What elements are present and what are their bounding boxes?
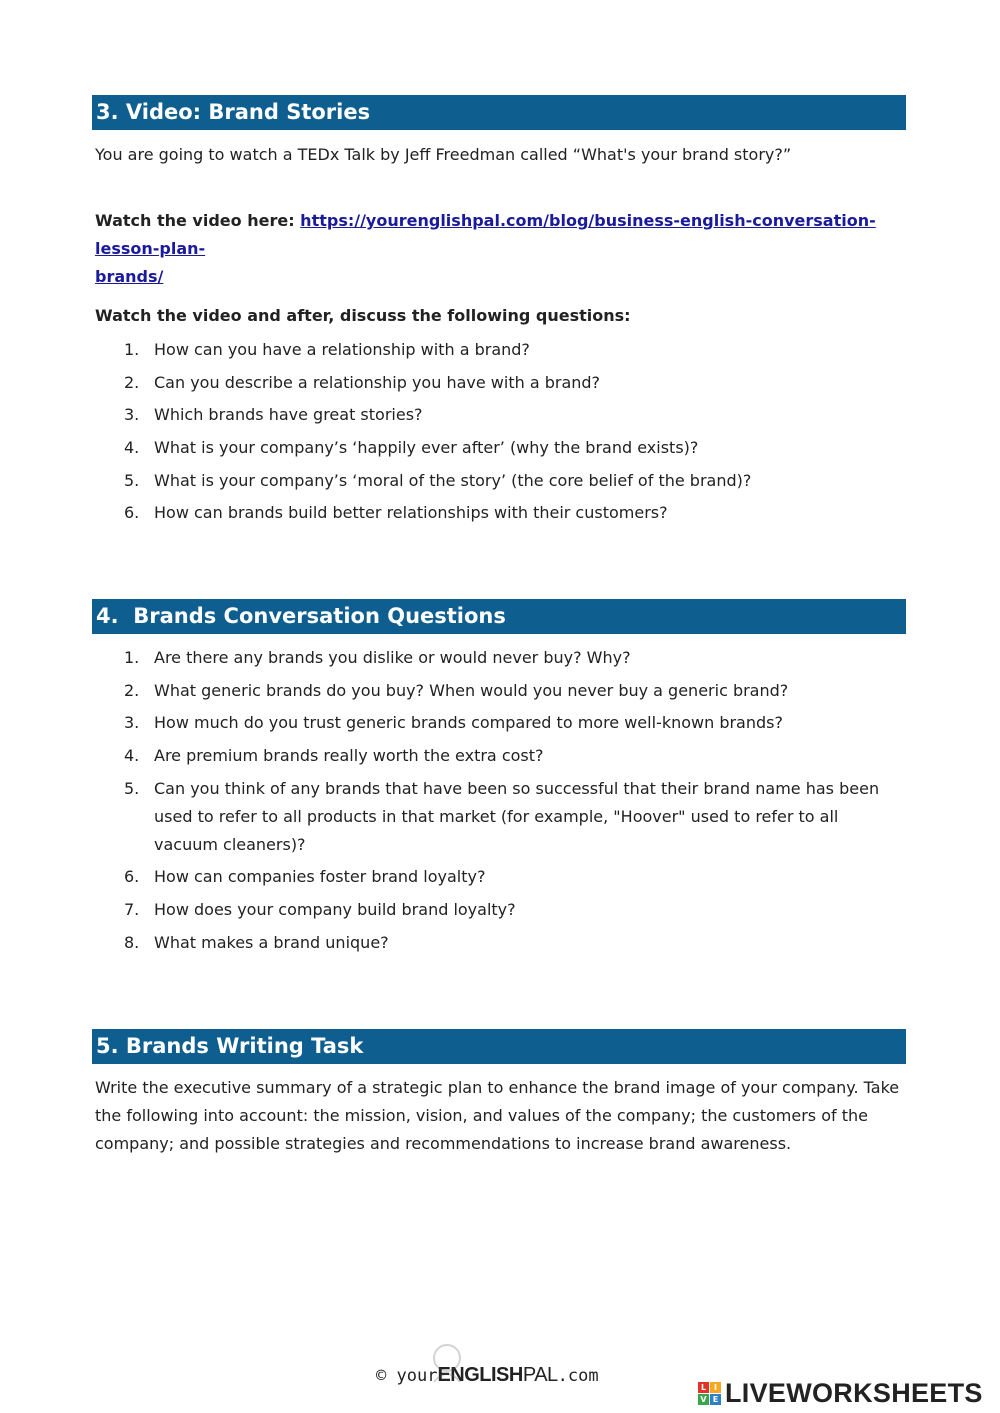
question-number: 3. bbox=[124, 713, 140, 733]
question-item bbox=[124, 775, 894, 859]
section-3-header: 3. Video: Brand Stories bbox=[92, 95, 906, 130]
question-text: Are premium brands really worth the extra cost? bbox=[154, 746, 544, 766]
question-number: 4. bbox=[124, 746, 140, 766]
section-3-intro: You are going to watch a TEDx Talk by Jeff Freedman called “What's your brand story?” bbox=[95, 145, 792, 164]
liveworksheets-blocks-icon: L I V E bbox=[698, 1382, 721, 1405]
question-item bbox=[124, 336, 894, 364]
question-item bbox=[124, 863, 894, 891]
question-text: How can you have a relationship with a brand? bbox=[154, 340, 530, 359]
brand-com: .com bbox=[557, 1366, 599, 1386]
question-number: 5. bbox=[124, 470, 140, 490]
watch-video-label: Watch the video here: bbox=[95, 211, 301, 230]
section-4-header: 4. Brands Conversation Questions bbox=[92, 599, 906, 634]
question-text: Can you describe a relationship you have with a brand? bbox=[154, 372, 601, 392]
question-item bbox=[124, 499, 894, 527]
question-text: Which brands have great stories? bbox=[154, 405, 423, 425]
question-text: How can companies foster brand loyalty? bbox=[154, 867, 486, 887]
question-item bbox=[124, 677, 894, 705]
brand-english: ENGLISH bbox=[437, 1364, 523, 1386]
section-5-body: Write the executive summary of a strategic plan to enhance the brand image of your company. Take the following into account: the mission, vision, and values of the company; the customers of the company; and possible strategies and recommendations to increase brand awareness. bbox=[95, 1078, 900, 1153]
question-item bbox=[124, 896, 894, 924]
question-number: 1. bbox=[124, 648, 140, 667]
question-item bbox=[124, 644, 894, 672]
question-item bbox=[124, 709, 894, 737]
question-item bbox=[124, 434, 894, 462]
question-text: Can you think of any brands that have been so successful that their brand name has been used to refer to all products in that market (for example, "Hoover" used to refer to all vacuum cleaners)? bbox=[154, 778, 880, 854]
question-item bbox=[124, 929, 894, 957]
question-number: 7. bbox=[124, 900, 140, 920]
question-text: How does your company build brand loyalty? bbox=[154, 900, 516, 920]
copyright-symbol: © bbox=[376, 1366, 397, 1386]
question-text: What generic brands do you buy? When would you never buy a generic brand? bbox=[154, 680, 789, 700]
question-text: What is your company’s ‘moral of the story’ (the core belief of the brand)? bbox=[154, 470, 752, 490]
question-number: 6. bbox=[124, 503, 140, 523]
question-text: How much do you trust generic brands compared to more well-known brands? bbox=[154, 713, 783, 733]
pal-logo-icon bbox=[426, 1342, 468, 1388]
question-item bbox=[124, 742, 894, 770]
watch-video-line bbox=[95, 207, 910, 291]
question-number: 8. bbox=[124, 932, 140, 952]
question-text: What is your company’s ‘happily ever after’ (why the brand exists)? bbox=[154, 438, 699, 458]
section-5-header: 5. Brands Writing Task bbox=[92, 1029, 906, 1064]
question-number: 2. bbox=[124, 680, 140, 700]
section-3-question-list bbox=[124, 336, 894, 532]
liveworksheets-text: LIVEWORKSHEETS bbox=[725, 1377, 983, 1408]
question-item bbox=[124, 467, 894, 495]
video-link[interactable]: https://yourenglishpal.com/blog/business-english-conversation-lesson-plan- brands/ bbox=[95, 211, 876, 286]
question-item bbox=[124, 369, 894, 397]
section-4-question-list bbox=[124, 644, 894, 962]
footer-brand bbox=[376, 1358, 646, 1392]
question-number: 4. bbox=[124, 438, 140, 458]
brand-your: your bbox=[396, 1366, 438, 1386]
question-text: How can brands build better relationships with their customers? bbox=[154, 503, 668, 523]
question-number: 3. bbox=[124, 405, 140, 425]
question-text: What makes a brand unique? bbox=[154, 932, 389, 952]
question-number: 1. bbox=[124, 340, 140, 359]
liveworksheets-logo[interactable] bbox=[698, 1374, 998, 1412]
question-item bbox=[124, 401, 894, 429]
brand-pal: PAL bbox=[522, 1364, 558, 1386]
question-number: 6. bbox=[124, 867, 140, 887]
discuss-prompt: Watch the video and after, discuss the following questions: bbox=[95, 306, 631, 325]
question-number: 5. bbox=[124, 778, 140, 798]
question-text: Are there any brands you dislike or would never buy? Why? bbox=[154, 648, 631, 667]
question-number: 2. bbox=[124, 372, 140, 392]
